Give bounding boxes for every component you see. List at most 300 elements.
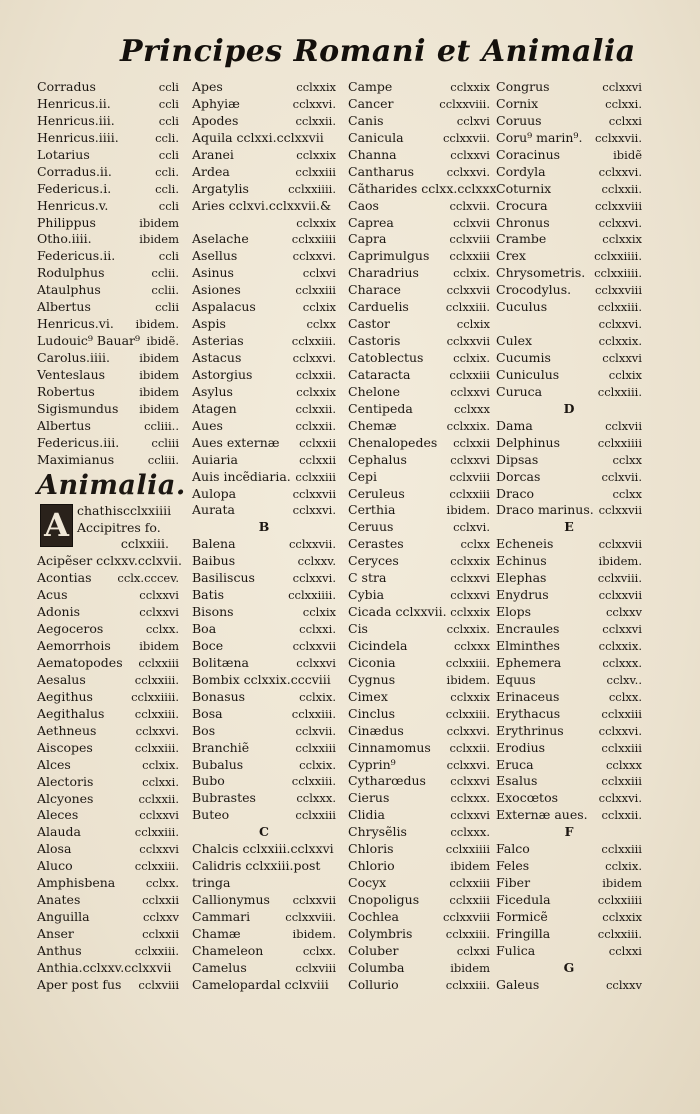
index-entry: [348, 909, 490, 926]
entry-name: Campe: [348, 79, 393, 94]
index-entry: [37, 181, 179, 198]
index-entry: [348, 858, 490, 875]
entry-name: Cinædus: [348, 722, 404, 738]
entry-page: cclxxiii: [295, 469, 336, 484]
index-entry: [37, 841, 179, 858]
index-entry: [37, 909, 179, 926]
entry-name: Aegithus: [37, 688, 93, 704]
entry-page: cclxxiii.: [134, 740, 179, 755]
entry-name: Aries cclxvi.cclxxvii.&: [192, 197, 332, 213]
entry-name: Columba: [348, 959, 405, 975]
entry-name: Castoris: [348, 333, 401, 349]
entry-page: cclxxvii: [292, 486, 336, 501]
entry-name: Lotarius: [37, 146, 90, 162]
entry-page: ccli: [158, 96, 179, 111]
entry-name: Calidris cclxxiii.post: [192, 858, 321, 874]
index-entry: [496, 740, 642, 757]
entry-name: Acus: [37, 587, 68, 603]
entry-name: Aper post fus: [37, 976, 122, 992]
entry-name: Ceryces: [348, 553, 399, 569]
initial-line: Accipitres fo.: [77, 519, 161, 535]
entry-page: ccli: [158, 113, 179, 128]
index-entry: [37, 604, 179, 621]
entry-name: Fulica: [496, 942, 536, 958]
entry-name: Cocyx: [348, 875, 387, 891]
entry-name: Dipsas: [496, 451, 539, 467]
entry-page: cclxxiii: [601, 706, 642, 721]
index-entry: [496, 418, 642, 435]
entry-name: Cucumis: [496, 350, 551, 365]
entry-page: cclxxi.: [299, 622, 336, 636]
entry-page: cclxxviii: [594, 198, 642, 213]
index-entry: [192, 536, 336, 553]
entry-name: Chemæ: [348, 417, 397, 433]
index-entry: [192, 977, 336, 994]
entry-name: Bisons: [192, 604, 234, 620]
index-entry: [37, 79, 179, 96]
entry-name: Anguilla: [37, 909, 90, 925]
entry-name: Bonasus: [192, 688, 246, 704]
index-entry: [496, 723, 642, 740]
entry-name: Chamæ: [192, 925, 241, 941]
index-entry: [496, 198, 642, 215]
index-entry: [348, 180, 497, 198]
entry-name: F: [564, 824, 574, 840]
entry-name: Cantharus: [348, 163, 415, 179]
index-entry: [192, 164, 336, 181]
index-entry: [496, 621, 642, 638]
entry-name: Cierus: [348, 790, 390, 806]
index-entry: [192, 909, 336, 926]
entry-page: ibidem: [450, 960, 490, 975]
index-entry: [348, 130, 490, 147]
entry-page: cclxxii.: [601, 808, 642, 823]
index-entry: [192, 604, 336, 621]
index-entry: [348, 198, 490, 215]
entry-page: cclxix.: [299, 689, 336, 704]
entry-page: cclii.: [151, 266, 179, 281]
entry-page: cclxxiii.: [597, 384, 642, 399]
entry-name: Acipẽser cclxxv.cclxvii.: [37, 553, 182, 569]
entry-name: Alosa: [37, 841, 72, 857]
entry-page: cclxxvi: [139, 605, 179, 620]
entry-name: Centipeda: [348, 400, 413, 416]
index-entry: [496, 587, 642, 604]
index-entry: [192, 790, 336, 807]
entry-page: cclxxiii.: [134, 943, 179, 958]
entry-name: Cytharœdus: [348, 773, 426, 789]
entry-page: cclxxvi.: [446, 757, 490, 772]
index-entry: [496, 604, 642, 621]
entry-page: cclxxix: [296, 384, 336, 399]
entry-name: Ardea: [192, 163, 230, 179]
entry-page: cclxxvi.: [446, 723, 490, 738]
index-entry: [37, 774, 179, 791]
entry-name: Cinclus: [348, 705, 396, 721]
entry-name: Coruus: [496, 112, 542, 128]
entry-name: Robertus: [37, 383, 95, 399]
entry-name: Auiaria: [192, 451, 238, 467]
index-entry: [37, 587, 179, 604]
entry-name: Bubo: [192, 773, 225, 789]
index-entry: [496, 943, 642, 960]
index-column-4: [496, 79, 642, 992]
entry-name: Carolus.iiii.: [37, 350, 110, 365]
entry-page: cclxx: [612, 452, 642, 467]
entry-page: cclxxiiii: [291, 232, 336, 247]
index-entry: [496, 367, 642, 384]
entry-name: Aiscopes: [37, 739, 93, 755]
index-entry: [192, 706, 336, 723]
entry-name: Buteo: [192, 807, 230, 823]
index-entry: [496, 215, 642, 232]
entry-page: cclxxvi: [450, 571, 490, 586]
entry-name: Ephemera: [496, 654, 562, 670]
entry-name: Federicus.i.: [37, 180, 112, 196]
entry-page: cclxviii.: [597, 571, 642, 586]
index-entry: [496, 909, 642, 926]
entry-page: cclxxiiii.: [594, 266, 642, 281]
entry-name: Aethneus: [37, 722, 97, 738]
entry-name: Alcyones: [37, 790, 94, 806]
index-entry: [192, 248, 336, 265]
index-entry: [192, 469, 336, 486]
entry-name: Equus: [496, 671, 536, 687]
entry-page: ibidem.: [446, 672, 490, 687]
index-entry: [348, 350, 490, 367]
index-entry: [496, 655, 642, 672]
entry-page: cclxix.: [605, 859, 642, 874]
entry-name: Rodulphus: [37, 265, 105, 281]
entry-name: Clidia: [348, 807, 386, 823]
index-entry: [348, 587, 490, 604]
index-entry: [37, 299, 179, 316]
entry-name: Venteslaus: [37, 366, 106, 382]
entry-name: Ficedula: [496, 892, 551, 907]
entry-page: cclxxii: [299, 452, 336, 467]
entry-page: cclxxvi: [602, 351, 642, 365]
entry-name: Cimex: [348, 688, 388, 704]
entry-name: Draco: [496, 485, 534, 501]
entry-name: Esalus: [496, 773, 538, 789]
entry-page: ccli.: [155, 130, 179, 145]
index-entry: [348, 621, 490, 638]
entry-page: cclxxvii.: [594, 130, 642, 145]
entry-name: Feles: [496, 858, 530, 874]
entry-page: cclxxvii: [292, 638, 336, 653]
entry-page: cclxxviii: [442, 909, 490, 924]
entry-name: Aues: [192, 417, 223, 433]
entry-name: Collurio: [348, 976, 399, 992]
entry-name: Cybia: [348, 587, 385, 603]
index-entry: [37, 231, 179, 248]
entry-name: Otho.iiii.: [37, 231, 92, 247]
entry-name: Alectoris: [37, 773, 94, 789]
entry-page: cclxxvi.: [292, 249, 336, 264]
entry-page: cclxxiii.: [597, 926, 642, 941]
entry-name: Caprimulgus: [348, 248, 430, 264]
entry-name: Cataracta: [348, 366, 411, 382]
entry-name: Canicula: [348, 129, 404, 145]
entry-page: cclxxiii: [449, 893, 490, 907]
index-entry: [348, 875, 490, 892]
entry-page: cclxxii: [142, 927, 179, 942]
entry-page: cclxxv: [605, 605, 642, 620]
entry-page: cclxxiii.: [445, 706, 490, 721]
index-entry: [192, 452, 336, 469]
entry-page: cclxxiiii.: [288, 181, 336, 196]
entry-page: cclxxiiii: [445, 842, 490, 857]
index-entry: [37, 553, 182, 570]
entry-name: Astacus: [192, 350, 242, 365]
index-entry: [37, 452, 179, 469]
index-entry: [348, 316, 490, 333]
index-entry: [348, 282, 490, 299]
entry-name: Crocura: [496, 197, 548, 213]
entry-page: cclxxiii.: [291, 334, 336, 349]
index-entry: [192, 943, 336, 960]
index-entry: [496, 147, 642, 164]
index-entry: [37, 824, 179, 841]
entry-name: Cornix: [496, 95, 539, 111]
index-entry: [348, 773, 490, 790]
entry-page: cclxxiiii.: [288, 588, 336, 603]
index-column-1: [37, 79, 186, 992]
entry-name: Alces: [37, 756, 71, 772]
index-entry: [37, 130, 179, 147]
entry-name: Chrysometris.: [496, 265, 586, 281]
index-entry: [348, 740, 490, 757]
index-entry: [37, 757, 179, 774]
entry-name: Galeus: [496, 976, 540, 992]
index-entry: [348, 96, 490, 113]
entry-name: Chelone: [348, 383, 400, 399]
entry-page: cclxxvi: [450, 147, 490, 162]
entry-page: cclxxvi.: [598, 317, 642, 332]
index-entry: [192, 299, 336, 316]
entry-page: cclxxv: [605, 977, 642, 992]
index-entry: [192, 892, 336, 909]
entry-name: Aluco: [37, 858, 73, 874]
entry-name: Corradus.ii.: [37, 163, 112, 179]
index-entry: [496, 299, 642, 316]
index-entry: [192, 841, 336, 858]
index-entry: [192, 553, 336, 570]
entry-name: Erodius: [496, 739, 546, 755]
entry-name: Cuculus: [496, 299, 548, 315]
entry-page: cclxxix.: [598, 638, 642, 653]
index-entry: [37, 164, 179, 181]
entry-page: cclxxix: [296, 147, 336, 162]
entry-page: ccliii: [151, 435, 179, 450]
index-entry: [496, 706, 642, 723]
entry-name: Henricus.iiii.: [37, 129, 119, 145]
entry-name: Aues externæ: [192, 434, 280, 450]
entry-page: cclxix: [608, 367, 642, 382]
entry-page: cclxxii: [299, 435, 336, 450]
index-entry: [192, 215, 336, 232]
index-entry: [348, 570, 490, 587]
entry-name: Aegoceros: [37, 621, 104, 637]
entry-page: cclxxiii.: [134, 672, 179, 687]
entry-name: Cãtharides cclxx.cclxxx: [348, 180, 497, 196]
entry-name: Aselache: [192, 231, 249, 247]
entry-page: cclxxiii: [295, 808, 336, 823]
entry-page: ibidẽ.: [146, 334, 179, 349]
entry-page: cclxxiii.: [134, 859, 179, 874]
entry-page: cclxxiii: [138, 656, 179, 671]
entry-name: Elops: [496, 604, 532, 620]
index-entry: [37, 282, 179, 299]
entry-name: D: [563, 400, 575, 416]
entry-name: Asylus: [192, 383, 233, 399]
index-entry: [348, 757, 490, 774]
entry-name: Elephas: [496, 570, 547, 586]
entry-page: cclxxiii.: [291, 706, 336, 721]
entry-name: Charadrius: [348, 265, 419, 281]
entry-name: Dorcas: [496, 468, 541, 484]
entry-name: Charace: [348, 282, 401, 298]
index-entry: [37, 740, 179, 757]
entry-page: ibidem: [139, 351, 179, 365]
entry-name: Erythacus: [496, 705, 561, 721]
index-entry: [37, 807, 179, 824]
entry-page: cclxxiii: [449, 486, 490, 501]
index-entry: [37, 875, 179, 892]
index-entry: [496, 164, 642, 181]
entry-page: cclxvii: [453, 215, 490, 230]
entry-name: Cochlea: [348, 908, 399, 924]
entry-page: ibidem: [602, 876, 642, 891]
index-entry: [37, 570, 179, 587]
index-entry: [348, 502, 490, 519]
entry-page: cclxvi: [456, 113, 490, 128]
index-entry: [192, 316, 336, 333]
section-letter: [496, 824, 642, 841]
index-entry: [37, 198, 179, 215]
entry-name: Crex: [496, 248, 526, 264]
index-entry: [192, 367, 336, 384]
entry-name: Philippus: [37, 214, 96, 230]
entry-name: Cuniculus: [496, 366, 560, 382]
entry-name: Aurata: [192, 502, 235, 518]
entry-name: Federicus.ii.: [37, 248, 116, 264]
index-entry: [348, 638, 490, 655]
index-entry: [348, 977, 490, 994]
entry-page: cclxxvi: [450, 452, 490, 467]
index-entry: [192, 502, 336, 519]
index-entry: [496, 469, 642, 486]
entry-name: Ceruleus: [348, 485, 405, 501]
index-entry: [496, 875, 642, 892]
entry-page: ibidem: [139, 384, 179, 399]
entry-name: Boa: [192, 621, 217, 636]
index-entry: [348, 604, 490, 621]
index-entry: [37, 265, 179, 282]
entry-name: Congrus: [496, 79, 550, 94]
index-entry: [37, 418, 179, 435]
entry-page: cclxxii.: [295, 113, 336, 128]
entry-name: Asiones: [192, 282, 241, 298]
index-entry: [496, 113, 642, 130]
entry-page: cclxxix: [450, 689, 490, 704]
index-entry: [348, 299, 490, 316]
entry-page: ccli: [158, 147, 179, 162]
entry-page: cclxviii: [295, 960, 336, 975]
entry-name: Balena: [192, 536, 236, 552]
index-entry: [496, 790, 642, 807]
entry-name: Aspis: [192, 316, 226, 332]
index-entry: [192, 960, 336, 977]
section-letter: [496, 519, 642, 536]
entry-page: cclxxi: [608, 113, 642, 128]
entry-page: cclxxvi: [450, 384, 490, 399]
index-entry: [37, 96, 179, 113]
index-entry: [192, 96, 336, 113]
index-entry: [496, 333, 642, 350]
entry-page: cclxxx.: [296, 791, 336, 806]
index-entry: [37, 723, 179, 740]
entry-name: Anser: [37, 926, 74, 942]
index-entry: [348, 113, 490, 130]
entry-page: cclxviii: [449, 232, 490, 247]
entry-name: Chameleon: [192, 942, 264, 958]
index-entry: [192, 858, 336, 875]
initial-line: cclxxiii.: [120, 536, 169, 552]
index-entry: [348, 807, 490, 824]
entry-page: cclxxii.: [295, 418, 336, 433]
entry-name: Aranei: [192, 146, 234, 162]
entry-name: Cammari: [192, 908, 251, 924]
entry-name: Chlorio: [348, 858, 395, 874]
entry-page: cclxix.: [453, 266, 490, 281]
index-entry: [192, 570, 336, 587]
entry-page: cclxxviii: [594, 283, 642, 298]
index-entry: [37, 435, 179, 452]
entry-name: Cordyla: [496, 163, 546, 179]
entry-page: cclxxix: [450, 605, 490, 620]
entry-name: Exocœtos: [496, 790, 559, 806]
index-entry: [37, 791, 179, 808]
entry-page: ccli: [158, 80, 179, 94]
entry-name: tringa: [192, 875, 231, 891]
entry-page: cclxxvii: [446, 334, 490, 349]
index-entry: [348, 926, 490, 943]
entry-page: cclxxvi.: [598, 723, 642, 738]
entry-page: cclxxiii: [449, 367, 490, 382]
entry-name: Chalcis cclxxiii.cclxxvi: [192, 841, 334, 857]
entry-page: cclxxvi.: [292, 351, 336, 365]
entry-name: Cnopoligus: [348, 892, 420, 907]
index-entry: [348, 435, 490, 452]
entry-page: cclxxv.: [297, 554, 336, 569]
entry-page: cclxxix.: [446, 418, 490, 433]
entry-page: ibidem: [139, 639, 179, 654]
entry-name: Atagen: [192, 400, 237, 416]
entry-name: Encraules: [496, 621, 560, 636]
entry-page: cclxxii: [453, 435, 490, 450]
entry-page: cclxx.: [608, 689, 642, 704]
entry-name: Albertus: [37, 417, 91, 433]
entry-page: cclxxiii: [295, 164, 336, 179]
entry-page: ibidem.: [446, 503, 490, 518]
entry-page: cclxxvii.: [442, 130, 490, 145]
index-entry: [348, 486, 490, 503]
index-entry: [496, 926, 642, 943]
index-entry: [37, 384, 179, 401]
index-entry: [37, 977, 179, 994]
entry-page: cclxxvi.: [598, 791, 642, 806]
